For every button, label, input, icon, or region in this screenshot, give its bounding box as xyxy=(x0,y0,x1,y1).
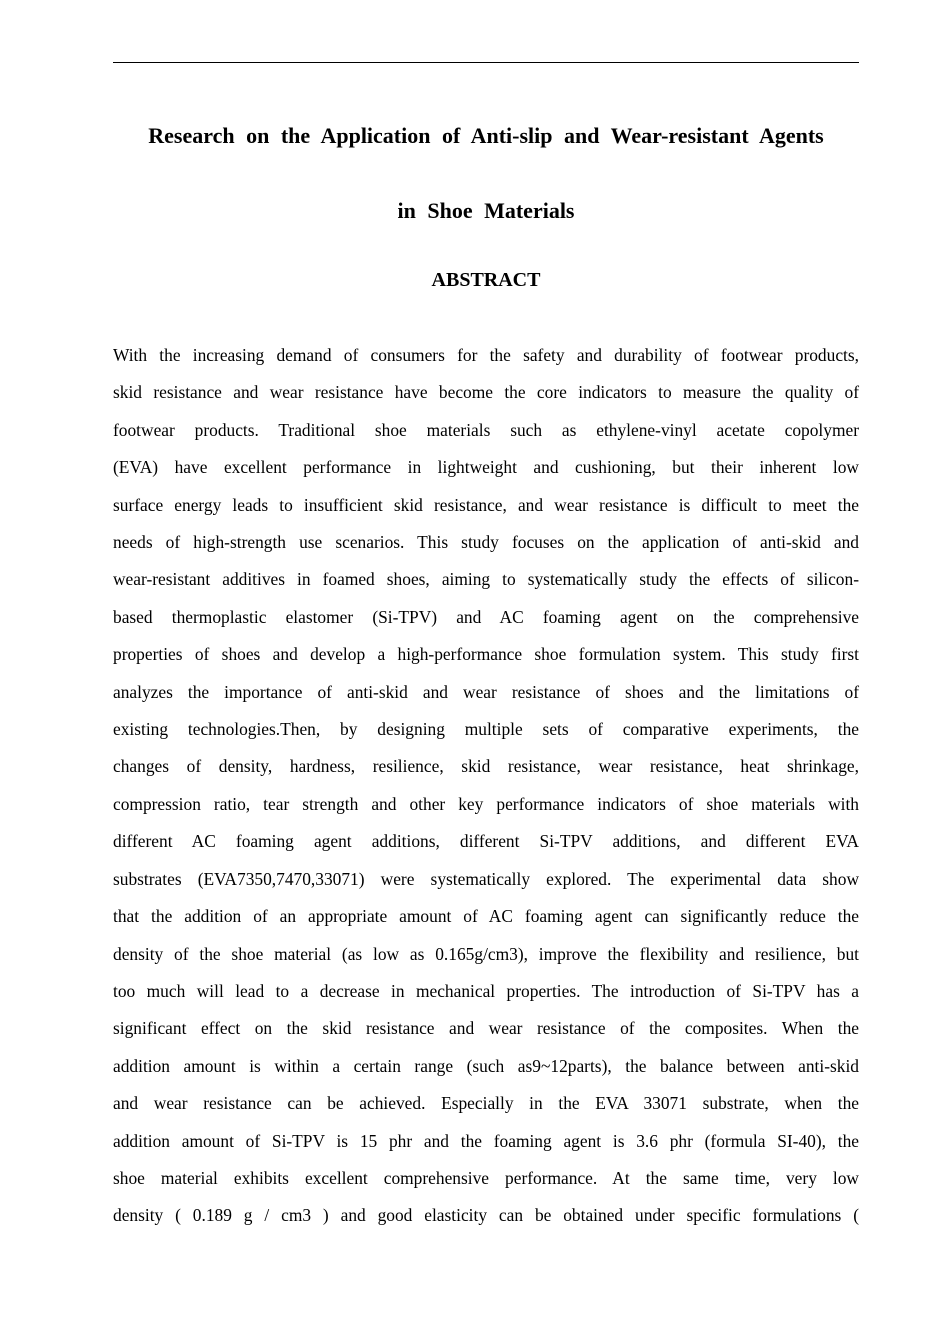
abstract-line: compression ratio, tear strength and other key performance indicators of shoe materials with xyxy=(113,793,859,814)
abstract-line: addition amount is within a certain range (such as9~12parts), the balance between anti-skid xyxy=(113,1055,859,1076)
abstract-heading: ABSTRACT xyxy=(431,269,541,291)
abstract-line: that the addition of an appropriate amount of AC foaming agent can significantly reduce the xyxy=(113,906,859,927)
paper-title xyxy=(113,98,859,248)
abstract-line: footwear products. Traditional shoe materials such as ethylene-vinyl acetate copolymer xyxy=(113,419,859,440)
abstract-line: shoe material exhibits excellent comprehensive performance. At the same time, very low xyxy=(113,1167,859,1188)
abstract-line: based thermoplastic elastomer (Si-TPV) and AC foaming agent on the comprehensive xyxy=(113,606,859,627)
abstract-line: surface energy leads to insufficient skid resistance, and wear resistance is difficult to meet the xyxy=(113,494,859,515)
header-rule xyxy=(113,62,859,63)
title-line: in Shoe Materials xyxy=(397,198,575,223)
abstract-line: With the increasing demand of consumers for the safety and durability of footwear products, xyxy=(113,345,859,365)
abstract-line: addition amount of Si-TPV is 15 phr and the foaming agent is 3.6 phr (formula SI-40), the xyxy=(113,1130,859,1151)
abstract-line: changes of density, hardness, resilience, skid resistance, wear resistance, heat shrinkage, xyxy=(113,756,859,777)
abstract-line: density of the shoe material (as low as 0.165g/cm3), improve the flexibility and resilience, but xyxy=(113,943,859,964)
abstract-line: too much will lead to a decrease in mechanical properties. The introduction of Si-TPV has a xyxy=(113,980,859,1001)
abstract-line: skid resistance and wear resistance have become the core indicators to measure the quality of xyxy=(113,382,859,403)
abstract-line: wear-resistant additives in foamed shoes, aiming to systematically study the effects of silicon- xyxy=(113,569,859,590)
abstract-line: existing technologies.Then, by designing multiple sets of comparative experiments, the xyxy=(113,719,859,740)
abstract-line: needs of high-strength use scenarios. This study focuses on the application of anti-skid and xyxy=(113,532,859,553)
abstract-line: different AC foaming agent additions, different Si-TPV additions, and different EVA xyxy=(113,831,859,852)
abstract-line: density ( 0.189 g / cm3 ) and good elasticity can be obtained under specific formulations ( xyxy=(113,1205,859,1226)
abstract-line: (EVA) have excellent performance in lightweight and cushioning, but their inherent low xyxy=(113,457,859,478)
abstract-body xyxy=(113,337,859,1235)
abstract-line: properties of shoes and develop a high-performance shoe formulation system. This study first xyxy=(113,644,859,665)
abstract-line: significant effect on the skid resistance and wear resistance of the composites. When the xyxy=(113,1018,859,1039)
abstract-line: and wear resistance can be achieved. Especially in the EVA 33071 substrate, when the xyxy=(113,1093,859,1114)
abstract-line: substrates (EVA7350,7470,33071) were systematically explored. The experimental data show xyxy=(113,868,859,889)
abstract-line: analyzes the importance of anti-skid and wear resistance of shoes and the limitations of xyxy=(113,681,859,702)
title-line: Research on the Application of Anti-slip and Wear-resistant Agents xyxy=(148,123,824,148)
